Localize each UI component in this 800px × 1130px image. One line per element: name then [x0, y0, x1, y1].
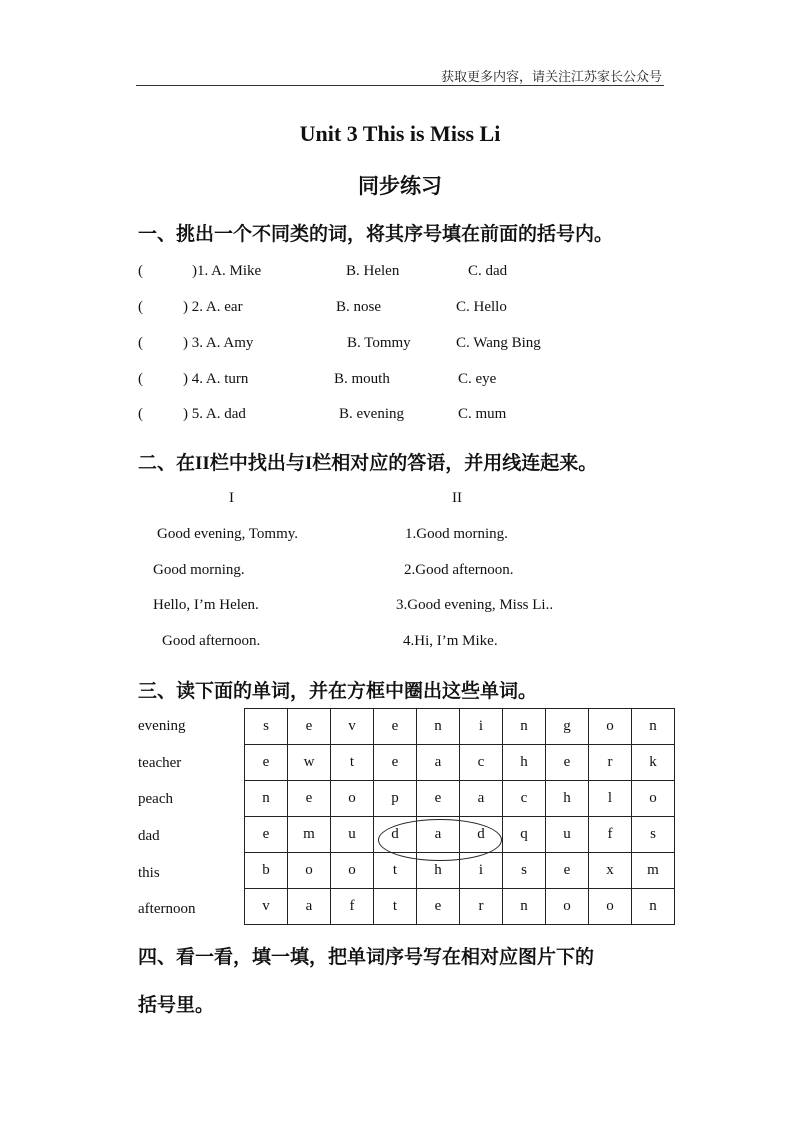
grid-cell: e: [417, 889, 460, 925]
grid-cell: o: [331, 853, 374, 889]
grid-cell: d: [374, 817, 417, 853]
column-i-item: Good morning.: [153, 562, 245, 578]
grid-cell: f: [331, 889, 374, 925]
word-list-item: evening: [138, 718, 186, 734]
grid-cell: s: [503, 853, 546, 889]
word-list-item: teacher: [138, 755, 182, 771]
grid-cell: o: [589, 709, 632, 745]
grid-cell: f: [589, 817, 632, 853]
option-a: ) 5. A. dad: [183, 406, 246, 422]
grid-cell: e: [245, 745, 288, 781]
section2-heading: [138, 448, 597, 475]
page-header-note: 获取更多内容，请关注江苏家长公众号: [440, 70, 662, 85]
column-i-item: Good afternoon.: [162, 633, 261, 649]
option-c: C. eye: [458, 371, 497, 387]
page-subtitle: 同步练习: [358, 174, 442, 198]
word-list-item: this: [138, 865, 160, 881]
grid-cell: o: [331, 781, 374, 817]
grid-cell: c: [460, 745, 503, 781]
example-circle: [378, 819, 502, 861]
grid-cell: u: [546, 817, 589, 853]
word-list-item: dad: [138, 828, 160, 844]
grid-cell: t: [374, 889, 417, 925]
option-a: ) 2. A. ear: [183, 299, 243, 315]
option-c: C. Wang Bing: [456, 335, 541, 351]
option-b: B. evening: [339, 406, 404, 422]
grid-cell: e: [417, 781, 460, 817]
answer-paren: (: [138, 406, 143, 422]
grid-cell: b: [245, 853, 288, 889]
grid-row: [245, 709, 675, 745]
grid-cell: a: [460, 781, 503, 817]
grid-cell: v: [331, 709, 374, 745]
option-b: B. Helen: [346, 263, 400, 279]
grid-cell: e: [288, 781, 331, 817]
option-b: B. Tommy: [347, 335, 411, 351]
grid-cell: n: [245, 781, 288, 817]
grid-cell: o: [288, 853, 331, 889]
column-i-item: Hello, I’m Helen.: [153, 597, 259, 613]
grid-cell: n: [417, 709, 460, 745]
grid-cell: i: [460, 853, 503, 889]
option-c: C. Hello: [456, 299, 507, 315]
grid-cell: h: [546, 781, 589, 817]
word-list-item: peach: [138, 791, 173, 807]
grid-row: [245, 745, 675, 781]
grid-cell: h: [417, 853, 460, 889]
answer-paren: (: [138, 371, 143, 387]
column-i-header: I: [229, 490, 234, 506]
grid-cell: s: [245, 709, 288, 745]
grid-cell: x: [589, 853, 632, 889]
option-a: ) 4. A. turn: [183, 371, 249, 387]
section3-heading: 三、读下面的单词，并在方框中圈出这些单词。: [138, 680, 538, 702]
grid-cell: n: [632, 709, 675, 745]
column-ii-item: 1.Good morning.: [405, 526, 508, 542]
option-c: C. dad: [468, 263, 508, 279]
page-title: Unit 3 This is Miss Li: [299, 121, 501, 146]
option-a: ) 3. A. Amy: [183, 335, 254, 351]
grid-cell: a: [288, 889, 331, 925]
grid-cell: o: [546, 889, 589, 925]
answer-paren: (: [138, 335, 143, 351]
grid-cell: a: [417, 817, 460, 853]
grid-cell: s: [632, 817, 675, 853]
grid-row: [245, 781, 675, 817]
heading-part: 栏中找出与: [209, 452, 305, 474]
header-rule: [136, 85, 664, 86]
grid-cell: v: [245, 889, 288, 925]
grid-cell: r: [460, 889, 503, 925]
heading-part: I: [304, 453, 313, 474]
grid-cell: e: [546, 853, 589, 889]
section4-heading-line2: 括号里。: [138, 994, 215, 1016]
heading-part: 栏相对应的答语，并用线连起来。: [312, 452, 598, 474]
grid-cell: a: [417, 745, 460, 781]
grid-cell: e: [245, 817, 288, 853]
grid-cell: q: [503, 817, 546, 853]
grid-cell: l: [589, 781, 632, 817]
grid-cell: t: [374, 853, 417, 889]
answer-paren: (: [138, 263, 143, 279]
heading-part: 二、在: [138, 452, 196, 474]
grid-cell: k: [632, 745, 675, 781]
section4-heading-line1: 四、看一看，填一填，把单词序号写在相对应图片下的: [138, 946, 595, 968]
grid-cell: u: [331, 817, 374, 853]
column-ii-item: 3.Good evening, Miss Li..: [396, 597, 554, 613]
grid-cell: o: [589, 889, 632, 925]
column-ii-header: II: [452, 490, 462, 506]
grid-cell: d: [460, 817, 503, 853]
option-c: C. mum: [458, 406, 507, 422]
grid-cell: w: [288, 745, 331, 781]
grid-cell: n: [503, 709, 546, 745]
grid-cell: n: [632, 889, 675, 925]
heading-part: II: [195, 453, 210, 474]
grid-cell: h: [503, 745, 546, 781]
grid-cell: c: [503, 781, 546, 817]
grid-cell: m: [288, 817, 331, 853]
word-list-item: afternoon: [138, 901, 196, 917]
grid-cell: p: [374, 781, 417, 817]
grid-cell: n: [503, 889, 546, 925]
grid-cell: m: [632, 853, 675, 889]
grid-cell: o: [632, 781, 675, 817]
grid-cell: g: [546, 709, 589, 745]
option-a: )1. A. Mike: [192, 263, 262, 279]
column-i-item: Good evening, Tommy.: [157, 526, 299, 542]
column-ii-item: 2.Good afternoon.: [404, 562, 514, 578]
section1-heading: 一、挑出一个不同类的词，将其序号填在前面的括号内。: [138, 223, 614, 245]
grid-cell: e: [374, 745, 417, 781]
grid-row: [245, 889, 675, 925]
grid-cell: i: [460, 709, 503, 745]
answer-paren: (: [138, 299, 143, 315]
option-b: B. nose: [336, 299, 381, 315]
word-search-grid: [244, 708, 675, 925]
grid-cell: e: [374, 709, 417, 745]
option-b: B. mouth: [334, 371, 390, 387]
grid-cell: r: [589, 745, 632, 781]
grid-cell: e: [546, 745, 589, 781]
grid-cell: e: [288, 709, 331, 745]
column-ii-item: 4.Hi, I’m Mike.: [403, 633, 498, 649]
grid-cell: t: [331, 745, 374, 781]
